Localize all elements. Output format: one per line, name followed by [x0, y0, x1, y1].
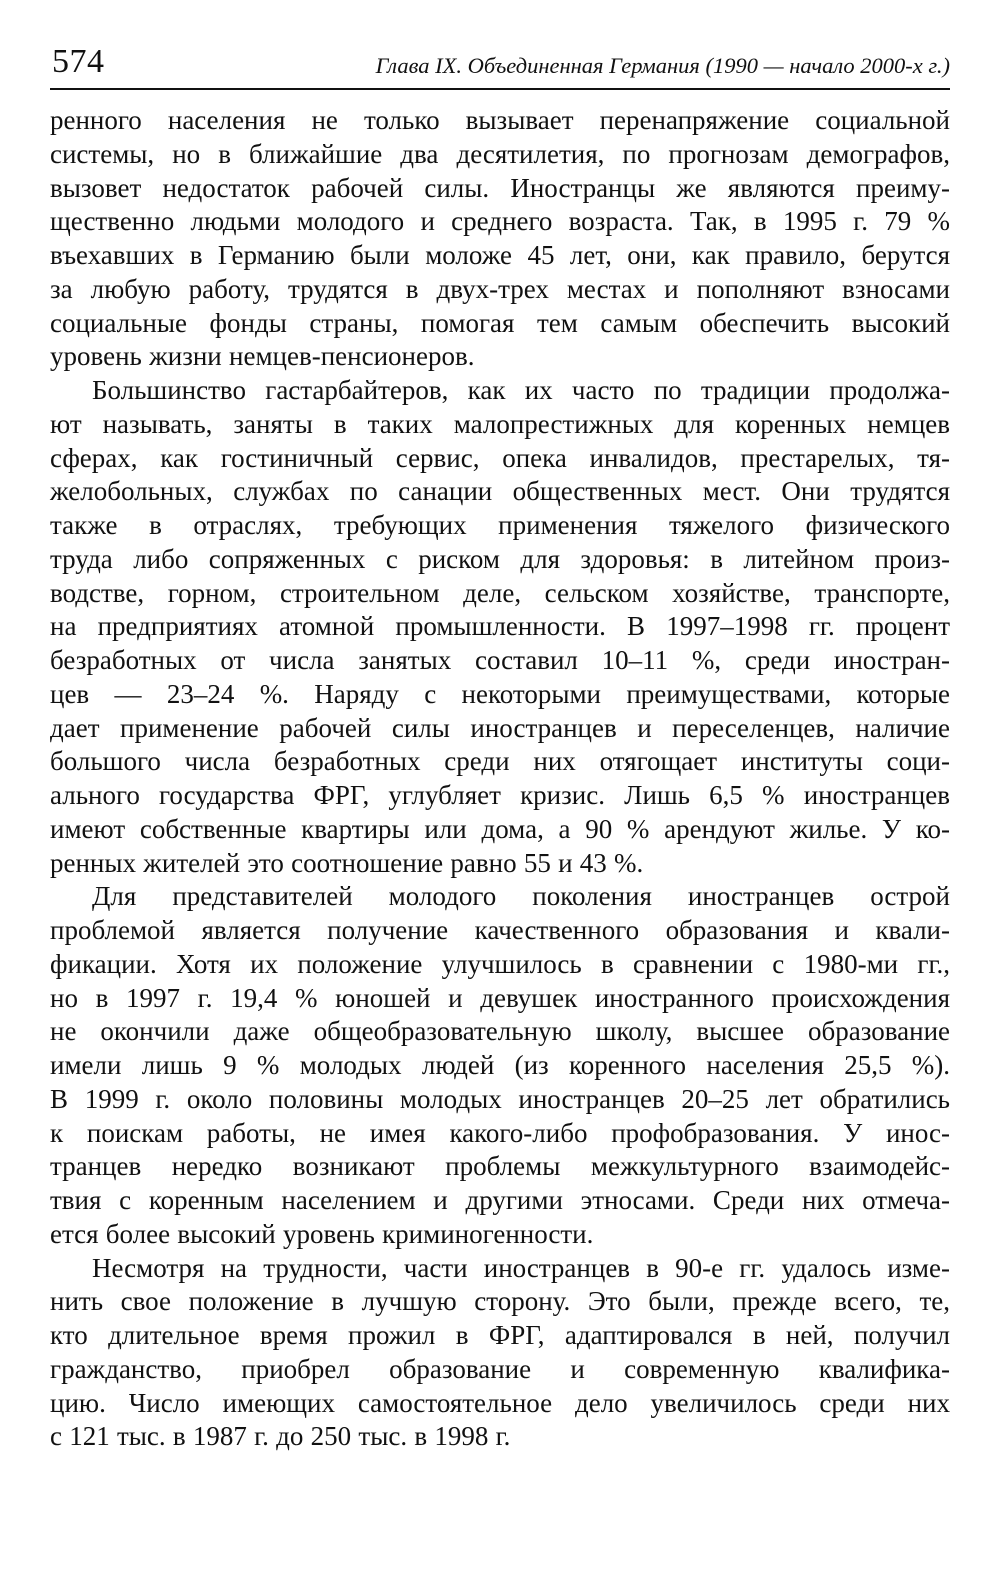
- text-line: на предприятиях атомной промышленности. В 1997–1998 гг. процент: [50, 611, 950, 642]
- text-line: труда либо сопряженных с риском для здоровья: в литейном произ-: [50, 543, 950, 574]
- text-line: водстве, горном, строительном деле, сельском хозяйстве, транспорте,: [50, 577, 950, 608]
- text-line: сферах, как гостиничный сервис, опека инвалидов, престарелых, тя-: [50, 442, 950, 473]
- text-line: гражданство, приобрел образование и современную квалифика-: [50, 1353, 950, 1384]
- text-line: уровень жизни немцев-пенсионеров.: [50, 341, 475, 372]
- text-line: имеют собственные квартиры или дома, а 90 % арендуют жилье. У ко-: [50, 813, 950, 844]
- text-line: не окончили даже общеобразовательную школу, высшее образование: [50, 1016, 950, 1047]
- text-line: Для представителей молодого поколения иностранцев острой: [92, 881, 950, 912]
- text-line: цев — 23–24 %. Наряду с некоторыми преимуществами, которые: [50, 678, 950, 709]
- text-line: ренных жителей это соотношение равно 55 и 43 %.: [50, 847, 644, 878]
- text-line: социальные фонды страны, помогая тем самым обеспечить высокий: [50, 307, 950, 338]
- paragraph: [50, 1252, 950, 1455]
- running-head: [50, 40, 950, 90]
- text-line: фикации. Хотя их положение улучшилось в сравнении с 1980-ми гг.,: [50, 948, 950, 979]
- body-text: [50, 104, 950, 1454]
- text-line: проблемой является получение качественного образования и квали-: [50, 915, 950, 945]
- text-line: безработных от числа занятых составил 10–11 %, среди иностран-: [50, 645, 950, 675]
- text-line: имели лишь 9 % молодых людей (из коренного населения 25,5 %).: [50, 1050, 950, 1080]
- text-line: твия с коренным населением и другими этносами. Среди них отмеча-: [50, 1185, 950, 1215]
- text-line: также в отраслях, требующих применения тяжелого физического: [50, 510, 950, 540]
- text-line: щественно людьми молодого и среднего возраста. Так, в 1995 г. 79 %: [50, 206, 950, 237]
- text-line: за любую работу, трудятся в двух-трех местах и пополняют взносами: [50, 273, 950, 304]
- text-line: нить свое положение в лучшую сторону. Это были, прежде всего, те,: [50, 1286, 950, 1317]
- text-line: желобольных, службах по санации общественных мест. Они трудятся: [50, 476, 950, 507]
- text-line: транцев нередко возникают проблемы межкультурного взаимодейс-: [50, 1151, 950, 1182]
- text-line: Большинство гастарбайтеров, как их часто по традиции продолжа-: [92, 375, 950, 405]
- text-line: цию. Число имеющих самостоятельное дело увеличилось среди них: [50, 1387, 950, 1418]
- paragraph: [50, 374, 950, 880]
- text-line: к поискам работы, не имея какого-либо профобразования. У инос-: [50, 1117, 950, 1148]
- text-line: вызовет недостаток рабочей силы. Иностранцы же являются преиму-: [50, 172, 950, 203]
- text-line: но в 1997 г. 19,4 % юношей и девушек иностранного происхождения: [50, 982, 950, 1013]
- text-line: дает применение рабочей силы иностранцев и переселенцев, наличие: [50, 712, 950, 743]
- chapter-title: Глава IX. Объединенная Германия (1990 — начало 2000-х г.): [375, 53, 950, 78]
- text-line: большого числа безработных среди них отягощает институты соци-: [50, 746, 950, 777]
- text-line: с 121 тыс. в 1987 г. до 250 тыс. в 1998 г.: [50, 1421, 511, 1452]
- text-line: ренного населения не только вызывает перенапряжение социальной: [50, 105, 950, 135]
- paragraph: [50, 104, 950, 374]
- text-line: кто длительное время прожил в ФРГ, адаптировался в ней, получил: [50, 1320, 950, 1350]
- text-line: въехавших в Германию были моложе 45 лет, они, как правило, берутся: [50, 240, 950, 270]
- text-line: ют называть, заняты в таких малопрестижных для коренных немцев: [50, 408, 950, 439]
- book-page: [50, 40, 950, 1454]
- text-line: ется более высокий уровень криминогенности.: [50, 1218, 594, 1249]
- text-line: системы, но в ближайшие два десятилетия, по прогнозам демографов,: [50, 138, 950, 169]
- paragraph: [50, 880, 950, 1251]
- text-line: В 1999 г. около половины молодых иностранцев 20–25 лет обратились: [50, 1083, 950, 1114]
- text-line: Несмотря на трудности, части иностранцев в 90-е гг. удалось изме-: [92, 1252, 950, 1283]
- text-line: ального государства ФРГ, углубляет кризис. Лишь 6,5 % иностранцев: [50, 780, 950, 810]
- page-number: 574: [52, 43, 105, 80]
